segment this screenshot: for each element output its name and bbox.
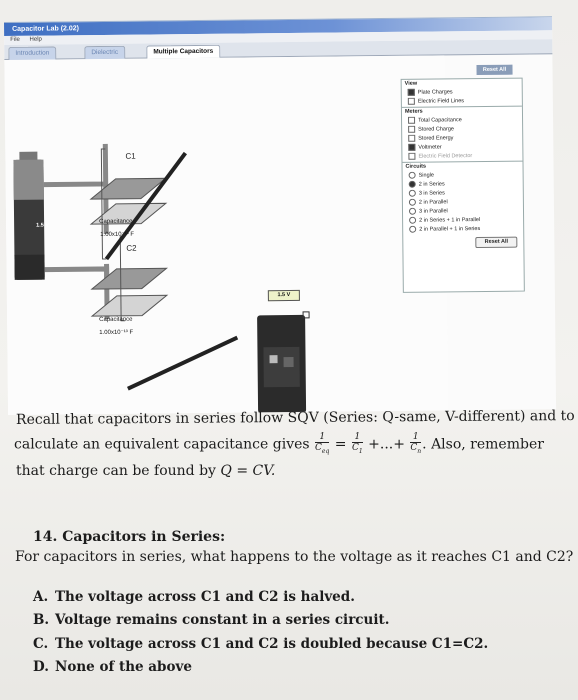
- checkbox-icon[interactable]: [408, 98, 415, 105]
- c2-capacitance-label: Capacitance: [99, 316, 133, 324]
- checkbox-icon[interactable]: [408, 144, 415, 151]
- option-letter: D.: [33, 659, 49, 675]
- fraction-1-over-cn: $\frac{1}{C_n}$: [410, 432, 422, 455]
- circuit-2-series[interactable]: 2 in Series: [403, 180, 523, 190]
- battery-icon: [13, 152, 44, 280]
- view-plate-charges[interactable]: Plate Charges: [402, 88, 522, 98]
- meter-stored-charge[interactable]: Stored Charge: [402, 125, 522, 135]
- recall-line-2-start: calculate an equivalent capacitance gives: [14, 436, 310, 453]
- c1-capacitance-value: 1.00x10⁻¹³ F: [100, 231, 135, 239]
- checkbox-icon[interactable]: [408, 153, 415, 160]
- control-panel: [401, 78, 525, 293]
- recall-line-2-mid: +...+: [368, 436, 405, 453]
- circuit-2p-1s[interactable]: 2 in Parallel + 1 in Series: [403, 225, 523, 235]
- question-title: 14. Capacitors in Series:: [33, 529, 226, 545]
- radio-icon[interactable]: [409, 226, 416, 233]
- option-b[interactable]: [33, 612, 389, 628]
- view-heading: View: [404, 80, 418, 87]
- circuit-2-parallel[interactable]: 2 in Parallel: [403, 198, 523, 208]
- circuit-3-parallel[interactable]: 3 in Parallel: [403, 207, 523, 217]
- option-letter: C.: [33, 636, 49, 652]
- meter-voltmeter[interactable]: Voltmeter: [402, 143, 522, 153]
- radio-icon[interactable]: [409, 208, 416, 215]
- recall-line-2-end: . Also, remember: [422, 436, 544, 453]
- circuit-drawing: [4, 55, 448, 415]
- reset-all-top-button[interactable]: Reset All: [476, 65, 512, 75]
- meters-heading: Meters: [402, 106, 522, 117]
- c2-label: C2: [126, 243, 137, 253]
- option-c[interactable]: [33, 636, 488, 652]
- radio-icon[interactable]: [409, 217, 416, 224]
- window-title: Capacitor Lab (2.02): [4, 17, 552, 36]
- option-text: Voltage remains constant in a series circuit.: [55, 612, 390, 628]
- voltmeter-icon: [257, 312, 310, 414]
- capacitor-lab-screenshot: [4, 16, 556, 415]
- circuits-heading: Circuits: [402, 161, 522, 172]
- checkbox-icon[interactable]: [408, 126, 415, 133]
- meter-stored-energy[interactable]: Stored Energy: [402, 134, 522, 144]
- fraction-1-over-c1: $\frac{1}{C_1}$: [351, 432, 363, 455]
- meter-field-detector[interactable]: Electric Field Detector: [402, 152, 522, 162]
- c2-capacitance-value: 1.00x10⁻¹³ F: [99, 329, 134, 337]
- fraction-1-over-ceq: $\frac{1}{C_{eq}}$: [315, 432, 330, 455]
- checkbox-icon[interactable]: [408, 117, 415, 124]
- tab-multiple-capacitors[interactable]: Multiple Capacitors: [146, 45, 220, 59]
- c1-capacitance-label: Capacitance: [99, 218, 133, 226]
- circuit-2s-1p[interactable]: 2 in Series + 1 in Parallel: [403, 216, 523, 226]
- c1-label: C1: [125, 151, 136, 161]
- option-text: The voltage across C1 and C2 is doubled because C1=C2.: [55, 636, 489, 652]
- c2-bottom-plate: [92, 295, 167, 316]
- radio-icon[interactable]: [409, 181, 416, 188]
- tab-dielectric[interactable]: Dielectric: [84, 46, 125, 59]
- circuit-3-series[interactable]: 3 in Series: [403, 189, 523, 199]
- view-field-lines[interactable]: Electric Field Lines: [402, 97, 522, 107]
- charge-formula: Q = CV.: [220, 463, 276, 479]
- radio-icon[interactable]: [409, 190, 416, 197]
- menu-file[interactable]: File: [10, 36, 20, 43]
- battery-voltage: 1.5 V: [36, 222, 50, 229]
- circuit-single[interactable]: Single: [403, 171, 523, 181]
- meter-total-capacitance[interactable]: Total Capacitance: [402, 116, 522, 126]
- option-text: None of the above: [55, 659, 192, 675]
- question-text: For capacitors in series, what happens to the voltage as it reaches C1 and C2?: [15, 549, 574, 565]
- radio-icon[interactable]: [409, 172, 416, 179]
- recall-line-1: Recall that capacitors in series follow SQV (Series: Q-same, V-different) and to: [15, 408, 575, 428]
- option-letter: B.: [33, 612, 50, 628]
- tab-introduction[interactable]: Introduction: [8, 46, 56, 60]
- option-a[interactable]: [33, 589, 355, 605]
- option-letter: A.: [33, 589, 49, 605]
- recall-line-3-start: that charge can be found by: [16, 463, 216, 479]
- recall-line-3: [16, 463, 275, 479]
- option-d[interactable]: [33, 659, 192, 675]
- reset-all-button[interactable]: Reset All: [475, 237, 517, 248]
- sim-canvas: [4, 55, 448, 415]
- voltmeter-reading: 1.5 V: [268, 290, 300, 301]
- recall-line-2: calculate an equivalent capacitance gives $\frac{1}{C_{eq}}$ = $\frac{1}{C_1}$ +...+ $\frac{1}{C_n}$ . Also, remember: [14, 432, 544, 455]
- option-text: The voltage across C1 and C2 is halved.: [55, 589, 355, 605]
- radio-icon[interactable]: [409, 199, 416, 206]
- checkbox-icon[interactable]: [408, 89, 415, 96]
- circuit-wires: [43, 144, 107, 320]
- checkbox-icon[interactable]: [408, 135, 415, 142]
- menu-help[interactable]: Help: [29, 36, 42, 43]
